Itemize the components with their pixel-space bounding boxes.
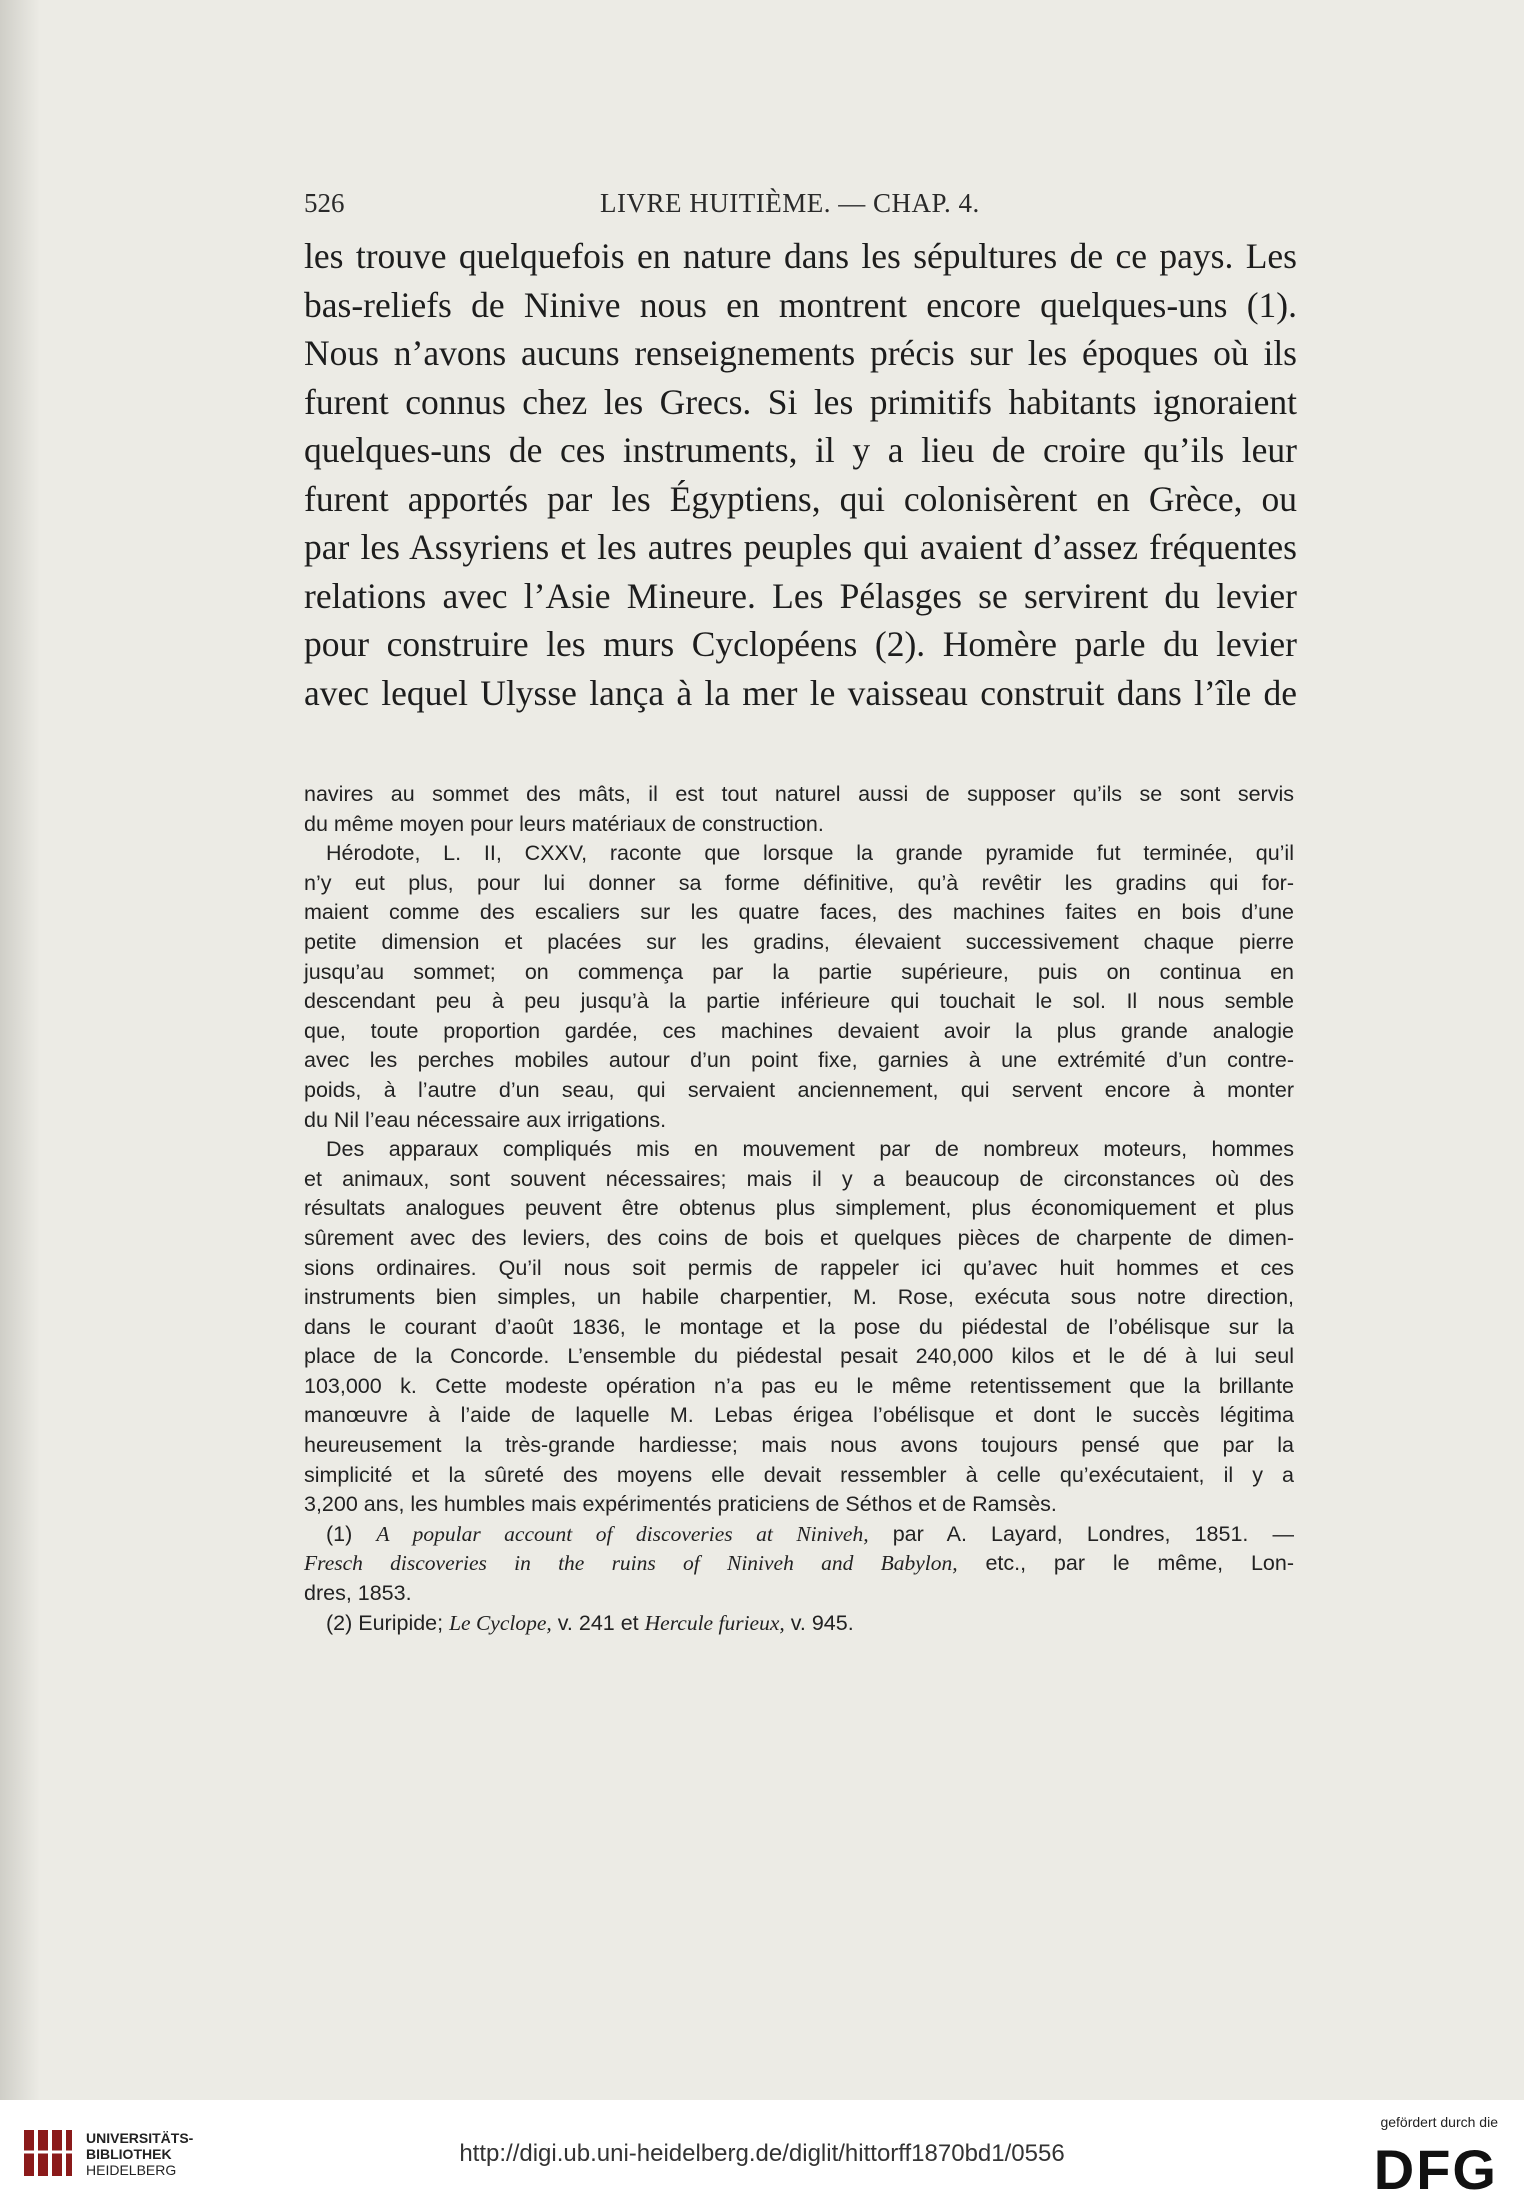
viewer-footer [0, 2100, 1524, 2209]
note-line: n’y eut plus, pour lui donner sa forme définitive, qu’à revêtir les gradins qui for- [304, 870, 1294, 895]
note-paragraph [304, 839, 1294, 1135]
footnote-work-title: A popular account of discoveries at Niniveh, [376, 1521, 869, 1546]
note-line: du Nil l’eau nécessaire aux irrigations. [304, 1107, 667, 1132]
note-paragraph [304, 1135, 1294, 1520]
page-number: 526 [304, 188, 345, 218]
main-text-line: par les Assyriens et les autres peuples qui avaient d’assez fréquentes [304, 527, 1297, 567]
footnote-1-line: dres, 1853. [304, 1581, 412, 1606]
note-line: 3,200 ans, les humbles mais expérimentés praticiens de Séthos et de Ramsès. [304, 1492, 1057, 1517]
footnote-1-line [304, 1520, 1294, 1550]
main-text-block [304, 232, 1297, 717]
note-line: simplicité et la sûreté des moyens elle devait ressembler à celle qu’exécutaient, il y a [304, 1462, 1294, 1487]
note-line: sions ordinaires. Qu’il nous soit permis de rappeler ici qu’avec huit hommes et ces [304, 1255, 1294, 1280]
main-text-line: Nous n’avons aucuns renseignements précis sur les époques où ils [304, 333, 1297, 373]
main-text-line: pour construire les murs Cyclopéens (2). Homère parle du levier [304, 624, 1297, 664]
note-line: poids, à l’autre d’un seau, qui servaient anciennement, qui servent encore à monter [304, 1077, 1294, 1102]
note-line: Hérodote, L. II, CXXV, raconte que lorsque la grande pyramide fut terminée, qu’il [326, 841, 1294, 866]
note-line: et animaux, sont souvent nécessaires; mais il y a beaucoup de circonstances où des [304, 1166, 1294, 1191]
footnote-text: etc., par le même, Lon- [985, 1551, 1294, 1576]
footnote-marker: (2) Euripide; [326, 1610, 444, 1635]
chapter-heading: LIVRE HUITIÈME. — CHAP. 4. [600, 188, 980, 218]
footnote-text: par A. Layard, Londres, 1851. — [892, 1521, 1294, 1546]
note-line: du même moyen pour leurs matériaux de construction. [304, 811, 824, 836]
footnote-work-title: Fresch discoveries in the ruins of Niniveh and Babylon, [304, 1551, 958, 1576]
library-name-line: BIBLIOTHEK [86, 2146, 172, 2162]
dfg-logo: DFG [1373, 2138, 1498, 2201]
note-line: Des apparaux compliqués mis en mouvement par de nombreux moteurs, hommes [326, 1137, 1294, 1162]
note-line: manœuvre à l’aide de laquelle M. Lebas érigea l’obélisque et dont le succès légitima [304, 1403, 1294, 1428]
footnote-work-title: Le Cyclope, [449, 1610, 552, 1635]
main-text-line: avec lequel Ulysse lança à la mer le vaisseau construit dans l’île de [304, 672, 1297, 713]
running-head [304, 188, 1304, 228]
note-line: navires au sommet des mâts, il est tout naturel aussi de supposer qu’ils se sont servis [304, 782, 1294, 806]
page-gutter-shadow [0, 0, 40, 2100]
note-line: 103,000 k. Cette modeste opération n’a pas eu le même retentissement que la brillante [304, 1373, 1294, 1398]
note-line: sûrement avec des leviers, des coins de bois et quelques pièces de charpente de dimen- [304, 1225, 1294, 1250]
footnote-2-line [304, 1609, 1294, 1639]
footnote-1-line [304, 1549, 1294, 1579]
note-line: descendant peu à peu jusqu’à la partie inférieure qui touchait le sol. Il nous semble [304, 989, 1294, 1014]
note-line: que, toute proportion gardée, ces machines devaient avoir la plus grande analogie [304, 1018, 1294, 1043]
note-line: instruments bien simples, un habile charpentier, M. Rose, exécuta sous notre direction, [304, 1285, 1294, 1310]
footnote-marker: (1) [326, 1521, 353, 1546]
note-line: jusqu’au sommet; on commença par la partie supérieure, puis on continua en [304, 959, 1294, 984]
note-line: place de la Concorde. L’ensemble du piédestal pesait 240,000 kilos et le dé à lui seul [304, 1344, 1294, 1369]
notes-block [304, 780, 1294, 1638]
note-line: dans le courant d’août 1836, le montage et la pose du piédestal de l’obélisque sur la [304, 1314, 1294, 1339]
footnote-work-title: Hercule furieux, [644, 1610, 785, 1635]
main-text-line: quelques-uns de ces instruments, il y a lieu de croire qu’ils leur [304, 430, 1297, 470]
note-line: avec les perches mobiles autour d’un point fixe, garnies à une extrémité d’un contre- [304, 1048, 1294, 1073]
note-line: maient comme des escaliers sur les quatre faces, des machines faites en bois d’une [304, 900, 1294, 925]
footnote-text: v. 241 et [557, 1610, 639, 1635]
note-paragraph [304, 780, 1294, 839]
main-text-line: relations avec l’Asie Mineure. Les Pélasges se servirent du levier [304, 575, 1297, 616]
main-text-line: bas-reliefs de Ninive nous en montrent encore quelques-uns (1). [304, 284, 1297, 325]
note-line: heureusement la très-grande hardiesse; mais nous avons toujours pensé que par la [304, 1433, 1294, 1458]
funded-by-label: gefördert durch die [1380, 2114, 1498, 2130]
note-line: petite dimension et placées sur les gradins, élevaient successivement chaque pierre [304, 929, 1294, 954]
library-name-line: HEIDELBERG [86, 2162, 177, 2178]
main-text-line: furent connus chez les Grecs. Si les primitifs habitants ignoraient [304, 381, 1297, 422]
main-text-line: les trouve quelquefois en nature dans les sépultures de ce pays. Les [304, 236, 1297, 276]
footnote-text: v. 945. [790, 1610, 854, 1635]
permalink-url[interactable]: http://digi.ub.uni-heidelberg.de/diglit/hittorff1870bd1/0556 [459, 2140, 1065, 2167]
footnotes [304, 1520, 1294, 1638]
note-line: résultats analogues peuvent être obtenus plus simplement, plus économiquement et plus [304, 1196, 1294, 1221]
library-name-line: UNIVERSITÄTS- [86, 2130, 194, 2146]
main-text-line: furent apportés par les Égyptiens, qui colonisèrent en Grèce, ou [304, 478, 1297, 519]
